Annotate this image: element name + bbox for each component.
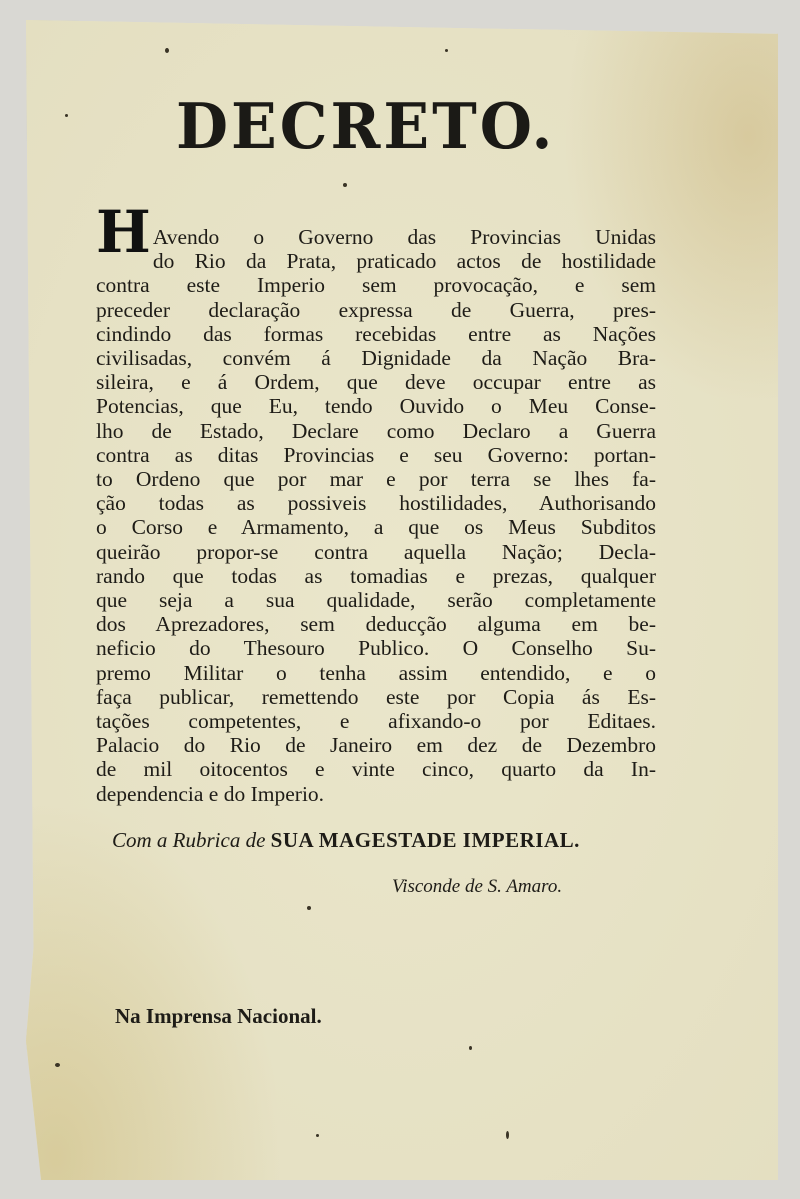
- paper-speck: [65, 114, 68, 117]
- paper-speck: [445, 49, 448, 52]
- body-line: dos Aprezadores, sem deducção alguma em be-: [96, 612, 656, 637]
- body-line: que seja a sua qualidade, serão completamente: [96, 588, 656, 613]
- paper-speck: [307, 906, 311, 910]
- paper-speck: [469, 1046, 472, 1050]
- body-line: Palacio do Rio de Janeiro em dez de Dezembro: [96, 733, 656, 758]
- body-line: lho de Estado, Declare como Declaro a Guerra: [96, 418, 656, 443]
- document-title: DECRETO.: [176, 90, 556, 164]
- decree-body: [96, 198, 656, 806]
- rubric-name: SUA MAGESTADE IMPERIAL.: [270, 828, 580, 852]
- printer-imprint: Na Imprensa Nacional.: [115, 1004, 322, 1028]
- body-line: Potencias, que Eu, tendo Ouvido o Meu Conse-: [96, 394, 656, 419]
- body-line: neficio do Thesouro Publico. O Conselho Su-: [96, 636, 656, 661]
- paper-speck: [165, 48, 169, 53]
- body-line: faça publicar, remettendo este por Copia ás Es-: [96, 684, 656, 709]
- body-line: contra as ditas Provincias e seu Governo: portan-: [96, 442, 656, 467]
- body-line: cindindo das formas recebidas entre as Nações: [96, 321, 656, 346]
- body-line: de mil oitocentos e vinte cinco, quarto da In-: [96, 757, 656, 782]
- body-line: tações competentes, e afixando-o por Editaes.: [96, 709, 656, 734]
- body-line: queirão propor-se contra aquella Nação; Decla-: [96, 539, 656, 564]
- body-line: do Rio da Prata, praticado actos de hostilidade: [152, 249, 656, 274]
- paper-speck: [343, 183, 347, 187]
- rubric-prefix: Com a Rubrica de: [112, 828, 266, 852]
- body-line: Avendo o Governo das Provincias Unidas: [152, 225, 656, 249]
- imperial-rubric: [112, 828, 580, 853]
- drop-cap: H: [96, 198, 151, 266]
- paper-speck: [55, 1063, 60, 1067]
- body-line: o Corso e Armamento, a que os Meus Subditos: [96, 515, 656, 540]
- body-line: contra este Imperio sem provocação, e sem: [96, 273, 656, 298]
- body-line: rando que todas as tomadias e prezas, qualquer: [96, 563, 656, 588]
- body-line: ção todas as possiveis hostilidades, Authorisando: [96, 491, 656, 516]
- body-line: premo Militar o tenha assim entendido, e o: [96, 660, 656, 685]
- paper-speck: [506, 1131, 509, 1139]
- paper-speck: [316, 1134, 319, 1137]
- body-line: preceder declaração expressa de Guerra, pres-: [96, 297, 656, 322]
- signature: Visconde de S. Amaro.: [392, 876, 563, 897]
- body-line: dependencia e do Imperio.: [96, 781, 325, 806]
- body-line: to Ordeno que por mar e por terra se lhes fa-: [96, 467, 656, 492]
- body-line: sileira, e á Ordem, que deve occupar entre as: [96, 370, 656, 395]
- body-line: civilisadas, convém á Dignidade da Nação Bra-: [96, 346, 656, 371]
